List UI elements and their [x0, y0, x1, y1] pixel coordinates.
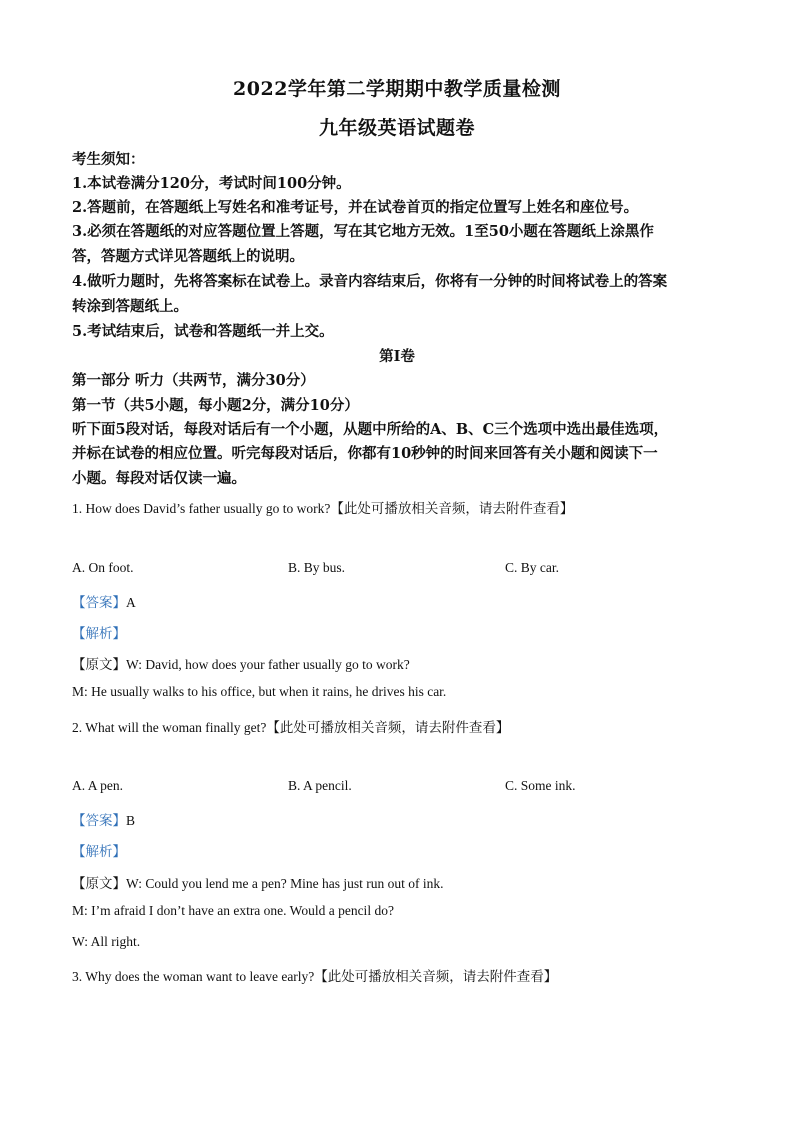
- question-2-transcript-3: W: All right.: [72, 934, 141, 949]
- transcript-text: W: David, how does your father usually go to work?: [126, 657, 410, 672]
- question-1-option-a: A. On foot.: [72, 560, 134, 575]
- question-1-option-c: C. By car.: [505, 560, 559, 575]
- question-3-prompt: 3. Why does the woman want to leave early?【此处可播放相关音频，请去附件查看】: [72, 969, 558, 984]
- notice-line-6: 转涂到答题纸上。: [72, 298, 188, 315]
- question-1-prompt: 1. How does David’s father usually go to work?【此处可播放相关音频，请去附件查看】: [72, 501, 574, 516]
- question-2-option-a: A. A pen.: [72, 778, 124, 793]
- notice-line-2: 2.答题前，在答题纸上写姓名和准考证号，并在试卷首页的指定位置写上姓名和座位号。: [72, 199, 639, 216]
- answer-label: 【答案】: [72, 813, 126, 828]
- instruction-line-2: 并标在试卷的相应位置。听完每段对话后，你都有10秒钟的时间来回答有关小题和阅读下一: [72, 445, 658, 462]
- notice-line-5: 4.做听力题时，先将答案标在试卷上。录音内容结束后，你将有一分钟的时间将试卷上的答案: [72, 273, 668, 290]
- answer-value: B: [126, 813, 136, 828]
- notice-line-3: 3.必须在答题纸的对应答题位置上答题，写在其它地方无效。1至50小题在答题纸上涂黑作: [72, 223, 654, 240]
- answer-label: 【答案】: [72, 595, 126, 610]
- section-heading: 第一节（共5小题，每小题2分，满分10分）: [72, 397, 359, 414]
- question-2-transcript-1: [72, 872, 732, 892]
- question-2-option-c: C. Some ink.: [505, 778, 576, 793]
- instruction-line-1: 听下面5段对话，每段对话后有一个小题，从题中所给的A、B、C三个选项中选出最佳选项，: [72, 421, 669, 438]
- question-2-prompt: 2. What will the woman finally get?【此处可播放相关音频，请去附件查看】: [72, 720, 510, 735]
- question-2-analysis: [72, 840, 732, 860]
- question-2-answer: [72, 809, 732, 829]
- answer-value: A: [126, 595, 136, 610]
- notice-heading: 考生须知：: [72, 151, 145, 168]
- part-heading: 第一部分 听力（共两节，满分30分）: [72, 372, 315, 389]
- question-2-transcript-2: M: I’m afraid I don’t have an extra one. Would a pencil do?: [72, 903, 394, 918]
- instruction-line-3: 小题。每段对话仅读一遍。: [72, 470, 246, 487]
- notice-line-1: 1.本试卷满分120分，考试时间100分钟。: [72, 175, 351, 192]
- analysis-label: 【解析】: [72, 626, 126, 641]
- analysis-label: 【解析】: [72, 844, 126, 859]
- transcript-label: 【原文】: [72, 876, 126, 891]
- question-1-transcript-2: M: He usually walks to his office, but when it rains, he drives his car.: [72, 684, 447, 699]
- exam-title: 2022学年第二学期期中教学质量检测: [233, 78, 561, 100]
- question-1-option-b: B. By bus.: [288, 560, 346, 575]
- transcript-label: 【原文】: [72, 657, 126, 672]
- exam-subtitle: 九年级英语试题卷: [318, 117, 475, 139]
- transcript-text: W: Could you lend me a pen? Mine has just run out of ink.: [126, 876, 444, 891]
- question-2-option-b: B. A pencil.: [288, 778, 352, 793]
- notice-line-4: 答，答题方式详见答题纸上的说明。: [72, 248, 304, 265]
- notice-line-7: 5.考试结束后，试卷和答题纸一并上交。: [72, 323, 334, 340]
- question-1-answer: [72, 591, 732, 611]
- question-1-analysis: [72, 622, 732, 642]
- volume-heading: 第Ⅰ卷: [379, 348, 415, 365]
- question-1-transcript-1: [72, 653, 732, 673]
